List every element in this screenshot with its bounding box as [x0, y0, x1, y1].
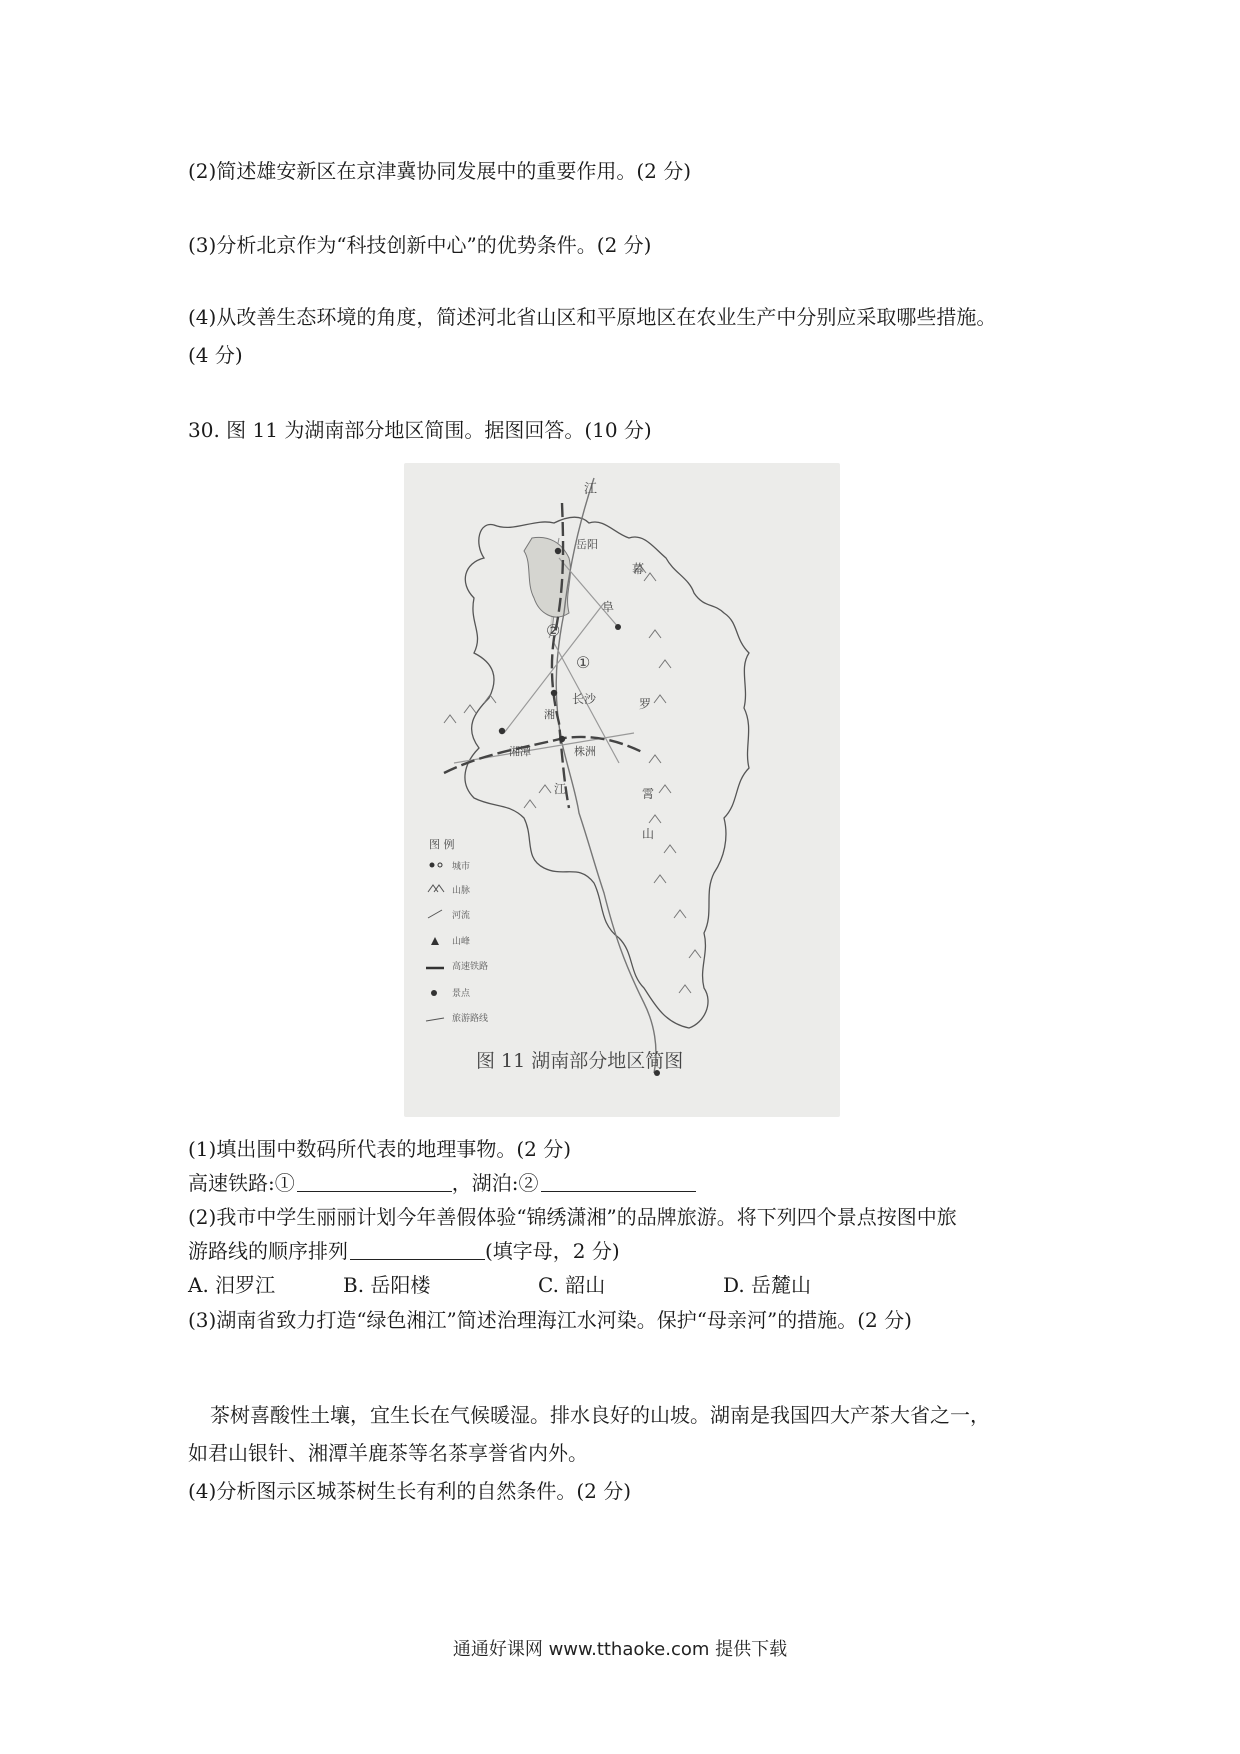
map-caption: 图 11 湖南部分地区简图: [476, 1050, 684, 1072]
tea-paragraph-line1: 茶树喜酸性土壤，宜生长在气候暖湿。排水良好的山坡。湖南是我国四大产茶大省之一，: [210, 1403, 990, 1427]
map-label-jiang-mid: 江: [554, 782, 567, 796]
map-label-yueyang: 岳阳: [576, 538, 598, 551]
answer-blank-1[interactable]: [297, 1171, 452, 1192]
question-30-sub2-line1: (2)我市中学生丽丽计划今年善假体验“锦绣潇湘”的品牌旅游。将下列四个景点按图中旅: [188, 1205, 957, 1229]
question-30-sub1-fill: [188, 1169, 696, 1197]
option-d: D. 岳麓山: [723, 1273, 812, 1297]
question-30-sub3: (3)湖南省致力打造“绿色湘江”简述治理海江水河染。保护“母亲河”的措施。(2 分): [188, 1308, 912, 1332]
map-label-jiang-top: 江: [584, 482, 598, 497]
map-label-xiang: 湘: [544, 708, 555, 721]
map-label-num1: ①: [576, 653, 591, 672]
fill-label-rail: 高速铁路:①: [188, 1171, 295, 1195]
question-29-part-3: (3)分析北京作为“科技创新中心”的优势条件。(2 分): [188, 233, 652, 257]
question-30-title: 30. 图 11 为湖南部分地区简围。据图回答。(10 分): [188, 418, 652, 442]
fill-label-lake: ，湖泊:②: [451, 1171, 539, 1195]
question-29-part-4-line1: (4)从改善生态环境的角度，简述河北省山区和平原地区在农业生产中分别应采取哪些措施。: [188, 305, 997, 329]
legend-item-mountain: 山脉: [452, 886, 471, 896]
legend-item-peak: 山峰: [452, 937, 471, 947]
option-a: A. 汨罗江: [188, 1273, 276, 1297]
legend-item-city: 城市: [452, 862, 471, 872]
region-boundary: [465, 517, 749, 1028]
hunan-map: [404, 463, 840, 1117]
legend-item-route: 旅游路线: [452, 1014, 489, 1024]
answer-blank-2[interactable]: [541, 1171, 696, 1192]
hunan-map-figure: [404, 463, 840, 1117]
map-label-xiangtan: 湘潭: [509, 745, 531, 758]
map-label-xiao: 霄: [642, 787, 655, 801]
page-footer: 通通好课网 www.tthaoke.com 提供下载: [452, 1639, 788, 1660]
map-label-zhuzhou: 株洲: [574, 745, 596, 758]
sub2-suffix: (填字母，2 分): [485, 1239, 620, 1263]
question-29-part-2: (2)简述雄安新区在京津冀协同发展中的重要作用。(2 分): [188, 159, 692, 183]
answer-blank-3[interactable]: [350, 1239, 485, 1260]
sub2-prefix: 游路线的顺序排列: [188, 1239, 348, 1263]
map-label-fu: 阜: [602, 600, 615, 614]
map-label-num2: ②: [546, 621, 561, 640]
question-30-options: [188, 1271, 878, 1299]
legend-title: 图 例: [429, 838, 455, 851]
legend-item-rail: 高速铁路: [452, 962, 489, 972]
question-29-part-4-line2: (4 分): [188, 343, 243, 367]
legend-item-scenic: 景点: [452, 989, 471, 999]
tea-paragraph-line2: 如君山银针、湘潭羊鹿茶等名茶享誉省内外。: [188, 1441, 588, 1465]
map-label-shan: 山: [642, 827, 655, 841]
question-30-sub2-line2: [188, 1237, 620, 1265]
map-label-luo: 罗: [639, 697, 652, 711]
map-label-mu: 幕: [632, 562, 645, 576]
option-c: C. 韶山: [538, 1273, 606, 1297]
mountain-symbols: [444, 565, 701, 993]
legend-item-river: 河流: [452, 911, 471, 921]
map-label-changsha: 长沙: [572, 692, 597, 706]
question-30-sub1: (1)填出围中数码所代表的地理事物。(2 分): [188, 1137, 572, 1161]
option-b: B. 岳阳楼: [343, 1273, 431, 1297]
map-legend: [426, 837, 488, 1024]
question-30-sub4: (4)分析图示区城茶树生长有利的自然条件。(2 分): [188, 1479, 632, 1503]
